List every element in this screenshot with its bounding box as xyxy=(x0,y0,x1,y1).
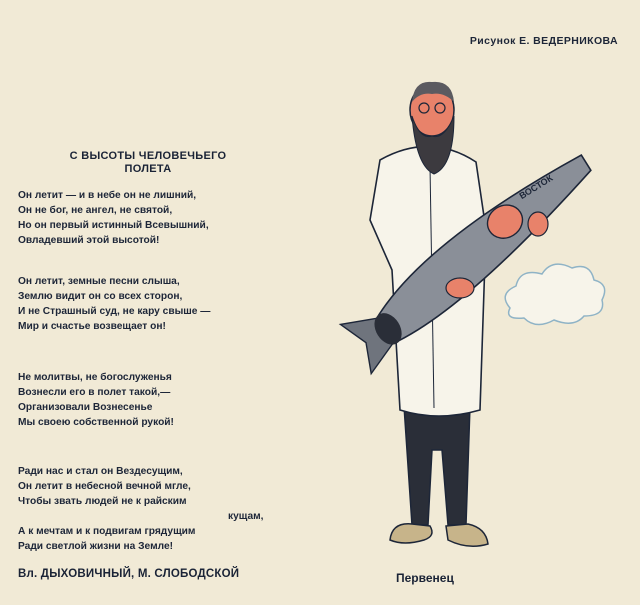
poem-line: Он летит, земные песни слыша, xyxy=(18,276,180,287)
cartoon-illustration xyxy=(320,70,640,565)
poem-line: Ради светлой жизни на Земле! xyxy=(18,541,174,552)
poem-line: Он летит — и в небе он не лишний, xyxy=(18,190,197,201)
stanza-4 xyxy=(18,464,318,554)
poem-line: Ради нас и стал он Вездесущим, xyxy=(18,466,183,477)
poem-line: Вознесли его в полет такой,— xyxy=(18,387,171,398)
stanza-1 xyxy=(18,188,318,248)
cartoon-caption: Первенец xyxy=(396,571,454,585)
poem-line: Землю видит он со всех сторон, xyxy=(18,291,183,302)
left-sandal xyxy=(390,524,432,543)
poem-line: Мир и счастье возвещает он! xyxy=(18,321,166,332)
stanza-3 xyxy=(18,370,318,430)
poem-line: кущам, xyxy=(228,511,264,522)
trousers xyxy=(404,406,470,525)
poem-title xyxy=(18,150,278,176)
poem-line: А к мечтам и к подвигам грядущим xyxy=(18,526,196,537)
poem-line: Он летит в небесной вечной мгле, xyxy=(18,481,191,492)
poem-authors: Вл. ДЫХОВИЧНЫЙ, М. СЛОБОДСКОЙ xyxy=(18,568,240,580)
stanza-2 xyxy=(18,274,318,334)
poem xyxy=(18,150,318,580)
right-hand xyxy=(528,212,548,236)
poem-line: И не Страшный суд, не кару свыше — xyxy=(18,306,211,317)
poem-line: Мы своею собственной рукой! xyxy=(18,417,174,428)
poem-title-line: ПОЛЕТА xyxy=(124,163,172,175)
poem-line: Организовали Вознесенье xyxy=(18,402,153,413)
illustration-credit: Рисунок Е. ВЕДЕРНИКОВА xyxy=(469,35,618,47)
poem-line: Но он первый истинный Всевышний, xyxy=(18,220,209,231)
rocket-label: ВОСТОК xyxy=(517,172,555,202)
poem-title-line: С ВЫСОТЫ ЧЕЛОВЕЧЬЕГО xyxy=(69,150,227,162)
poem-line: Не молитвы, не богослуженья xyxy=(18,372,172,383)
right-sandal xyxy=(446,524,488,546)
poem-line: Он не бог, не ангел, не святой, xyxy=(18,205,173,216)
left-hand xyxy=(446,278,474,298)
cloud-icon xyxy=(505,264,604,324)
poem-line: Чтобы звать людей не к райским xyxy=(18,496,187,507)
poem-line: Овладевший этой высотой! xyxy=(18,235,160,246)
